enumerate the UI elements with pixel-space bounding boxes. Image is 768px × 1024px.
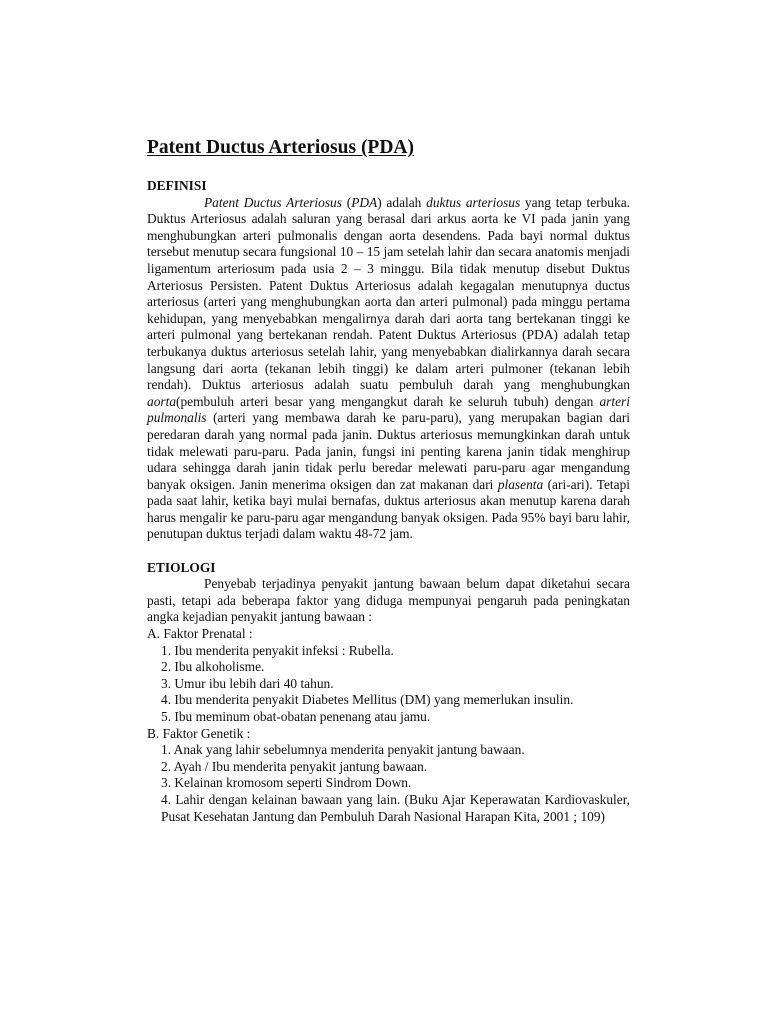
list-item: 3. Umur ibu lebih dari 40 tahun.	[161, 675, 334, 691]
text-run: (arteri yang membawa darah ke paru-paru), yang merupakan bagian dari peredaran darah yang normal pada janin. Duktus arteriosus memungkinkan darah untuk tidak melewati paru-paru. Pada janin, fungsi ini penting karena janin tidak menghirup udara sehingga darah janin tidak perlu beredar melewati paru-paru agar mengandung banyak oksigen. Janin menerima oksigen dan zat makanan dari	[147, 410, 630, 492]
factor-genetik-heading: B. Faktor Genetik :	[147, 725, 251, 741]
term-aorta: aorta	[147, 393, 177, 409]
text-run: (pembuluh arteri besar yang mengangkut darah ke seluruh tubuh) dengan	[176, 393, 600, 409]
factor-prenatal-heading: A. Faktor Prenatal :	[147, 626, 253, 642]
term-duktus-arteriosus: duktus arteriosus	[426, 194, 521, 210]
genetik-list	[147, 742, 630, 825]
list-item: 1. Anak yang lahir sebelumnya menderita penyakit jantung bawaan.	[161, 742, 525, 758]
text-run: ) adalah	[377, 194, 427, 210]
term-pda: PDA	[351, 194, 378, 210]
prenatal-list	[147, 643, 630, 726]
etiologi-intro: Penyebab terjadinya penyakit jantung bawaan belum dapat diketahui secara pasti, tetapi ada beberapa faktor yang diduga mempunyai pengaruh pada peningkatan angka kejadian penyakit jantung bawaan :	[147, 576, 630, 625]
list-item: 3. Kelainan kromosom seperti Sindrom Down.	[161, 775, 412, 791]
definisi-paragraph	[147, 195, 630, 543]
list-item: 2. Ayah / Ibu menderita penyakit jantung bawaan.	[161, 758, 428, 774]
section-gap	[147, 543, 630, 560]
definisi-heading: DEFINISI	[147, 178, 207, 193]
list-item: 5. Ibu meminum obat-obatan penenang atau jamu.	[161, 709, 431, 724]
text-run: (	[341, 194, 352, 210]
list-item: 4. Lahir dengan kelainan bawaan yang lain. (Buku Ajar Keperawatan Kardiovaskuler, Pusat Kesehatan Jantung dan Pembuluh Darah Nasional Harapan Kita, 2001 ; 109)	[161, 791, 630, 824]
text-run: yang tetap terbuka. Duktus Arteriosus adalah saluran yang berasal dari arkus aorta ke VI pada janin yang menghubungkan arteri pulmonalis dengan aorta desendens. Pada bayi normal duktus tersebut menutup secara fungsional 10 – 15 jam setelah lahir dan secara anatomis menjadi ligamentum arteriosum pada usia 2 – 3 minggu. Bila tidak menutup disebut Duktus Arteriosus Persisten. Patent Duktus Arteriosus adalah kegagalan menutupnya ductus arteriosus (arteri yang menghubungkan aorta dan arteri pulmonal) pada minggu pertama kehidupan, yang menyebabkan mengalirnya darah dari aorta tang bertekanan tinggi ke arteri pulmonal yang bertekanan rendah. Patent Duktus Arteriosus (PDA) adalah tetap terbukanya duktus arteriosus setelah lahir, yang menyebabkan dialirkannya darah secara langsung dari aorta (tekanan lebih tinggi) ke dalam arteri pulmoner (tekanan lebih rendah). Duktus arteriosus adalah suatu pembuluh darah yang menghubungkan	[147, 194, 630, 393]
list-item: 4. Ibu menderita penyakit Diabetes Mellitus (DM) yang memerlukan insulin.	[161, 692, 574, 708]
document-title: Patent Ductus Arteriosus (PDA)	[147, 137, 415, 158]
term-pda-full: Patent Ductus Arteriosus	[204, 194, 342, 210]
term-arteri-pulmonalis: arteri pulmonalis	[147, 393, 630, 426]
document-content	[147, 136, 630, 825]
list-item: 2. Ibu alkoholisme.	[161, 659, 265, 675]
etiologi-heading: ETIOLOGI	[147, 559, 216, 575]
list-item: 1. Ibu menderita penyakit infeksi : Rubella.	[161, 642, 394, 658]
text-run: (ari-ari). Tetapi pada saat lahir, ketika bayi mulai bernafas, duktus arteriosus akan menutup karena darah harus mengalir ke paru-paru agar mengandung banyak oksigen. Pada 95% bayi baru lahir, penutupan duktus terjadi dalam waktu 48-72 jam.	[147, 476, 630, 542]
term-plasenta: plasenta	[497, 476, 544, 492]
